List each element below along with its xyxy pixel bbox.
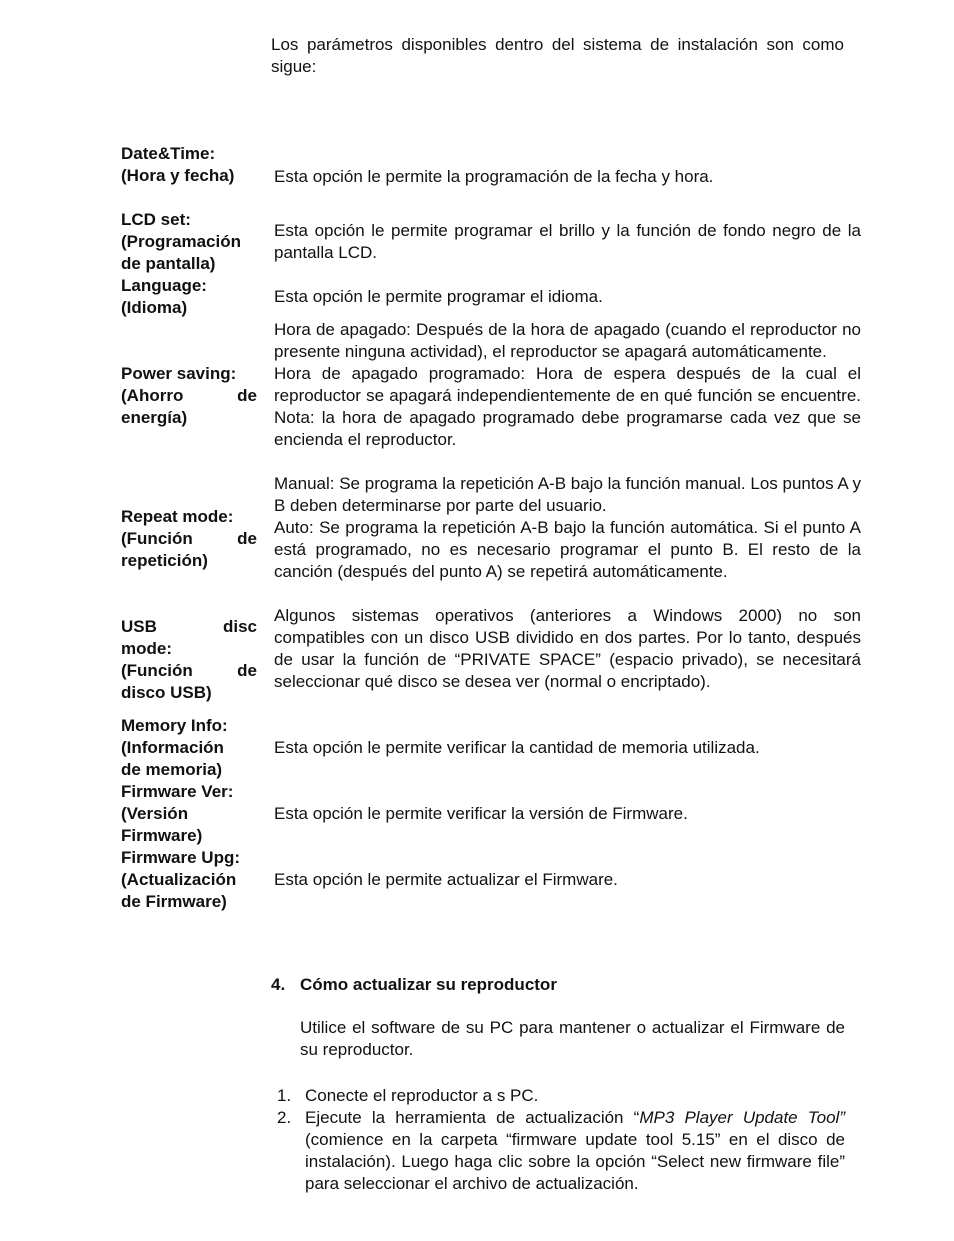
setting-term-line: mode: — [121, 639, 172, 658]
setting-term-line: (Actualización — [121, 870, 237, 889]
setting-description-paragraph: Auto: Se programa la repetición A-B bajo la función automática. Si el punto A está programado, no es necesario programar el punto B. El resto de la canción (después del punto A) se repetirá automáticamente. — [274, 518, 861, 581]
setting-term-line: (Versión — [121, 804, 189, 823]
setting-description — [274, 166, 861, 188]
setting-description-paragraph: Esta opción le permite programar el brillo y la función de fondo negro de la pantalla LCD. — [274, 221, 861, 262]
step-text: Ejecute la herramienta de actualización “MP3 Player Update Tool” (comience en la carpeta “firmware update tool 5.15” en el disco de instalación). Luego haga clic sobre la opción “Select new firmware file” para seleccionar el archivo de actualización. — [305, 1108, 845, 1193]
setting-term-line: Memory Info: — [121, 716, 228, 735]
setting-description-paragraph: Algunos sistemas operativos (anteriores a Windows 2000) no son compatibles con un disco USB dividido en dos partes. Por lo tanto, después de usar la función de “PRIVATE SPACE” (espacio privado), se necesitará seleccionar qué disco se desea ver (normal o encriptado). — [274, 606, 861, 691]
setting-term — [121, 143, 257, 187]
setting-term-line: (Hora y fecha) — [121, 166, 235, 185]
setting-term-line: Firmware Upg: — [121, 848, 241, 867]
step-number: 1. — [277, 1086, 292, 1105]
setting-term-line: Repeat mode: — [121, 507, 234, 526]
setting-term-line: de Firmware) — [121, 892, 227, 911]
setting-term-line: USB disc — [121, 617, 257, 636]
setting-term-line: (Idioma) — [121, 298, 188, 317]
setting-term-line: de memoria) — [121, 760, 223, 779]
setting-description-paragraph: Hora de apagado: Después de la hora de apagado (cuando el reproductor no presente ninguna actividad), el reproductor se apagará automáticamente. — [274, 320, 861, 361]
setting-term — [121, 781, 257, 847]
setting-term-line: Date&Time: — [121, 144, 216, 163]
setting-term-line: de pantalla) — [121, 254, 216, 273]
setting-term — [121, 847, 257, 913]
setting-term — [121, 616, 257, 704]
steps-list — [277, 1085, 845, 1195]
setting-term — [121, 209, 257, 275]
setting-description — [274, 473, 861, 583]
intro-paragraph: Los parámetros disponibles dentro del sistema de instalación son como sigue: — [271, 35, 844, 76]
setting-term-line: LCD set: — [121, 210, 191, 229]
setting-term-line: energía) — [121, 408, 188, 427]
setting-description-paragraph: Manual: Se programa la repetición A-B bajo la función manual. Los puntos A y B deben determinarse por parte del usuario. — [274, 474, 861, 515]
setting-description — [274, 803, 861, 825]
step-text: Conecte el reproductor a s PC. — [305, 1086, 539, 1105]
setting-description-paragraph: Esta opción le permite actualizar el Firmware. — [274, 870, 618, 889]
setting-description — [274, 220, 861, 264]
section-title: Cómo actualizar su reproductor — [300, 975, 557, 994]
setting-description-paragraph: Esta opción le permite la programación de la fecha y hora. — [274, 167, 714, 186]
setting-description — [274, 605, 861, 693]
setting-description-paragraph: Esta opción le permite verificar la cantidad de memoria utilizada. — [274, 738, 760, 757]
setting-term — [121, 363, 257, 429]
setting-term-line: disco USB) — [121, 683, 212, 702]
setting-term-line: (Información — [121, 738, 224, 757]
setting-description — [274, 319, 861, 451]
section-update — [271, 974, 845, 1061]
setting-term-line: Firmware Ver: — [121, 782, 234, 801]
setting-term-line: (Programación — [121, 232, 241, 251]
setting-description — [274, 286, 861, 308]
setting-term-line: Firmware) — [121, 826, 203, 845]
setting-term-line: (Función de — [121, 529, 257, 548]
section-number: 4. — [271, 975, 286, 994]
setting-term — [121, 275, 257, 319]
step-number: 2. — [277, 1108, 292, 1127]
setting-term-line: (Función de — [121, 661, 257, 680]
setting-term — [121, 715, 257, 781]
section-body: Utilice el software de su PC para mantener o actualizar el Firmware de su reproductor. — [300, 1018, 845, 1059]
setting-term-line: (Ahorro de — [121, 386, 257, 405]
setting-description-paragraph: Esta opción le permite programar el idioma. — [274, 287, 603, 306]
step-item — [277, 1085, 845, 1107]
setting-term-line: Language: — [121, 276, 207, 295]
setting-term-line: repetición) — [121, 551, 208, 570]
setting-description-paragraph: Hora de apagado programado: Hora de espera después de la cual el reproductor se apagará independientemente de en qué función se encuentre. Nota: la hora de apagado programado debe programarse cada vez que se encienda el reproductor. — [274, 364, 861, 449]
setting-description-paragraph: Esta opción le permite verificar la versión de Firmware. — [274, 804, 688, 823]
setting-description — [274, 737, 861, 759]
setting-description — [274, 869, 861, 891]
section-heading — [271, 974, 845, 996]
setting-term — [121, 506, 257, 572]
step-item — [277, 1107, 845, 1195]
setting-term-line: Power saving: — [121, 364, 237, 383]
